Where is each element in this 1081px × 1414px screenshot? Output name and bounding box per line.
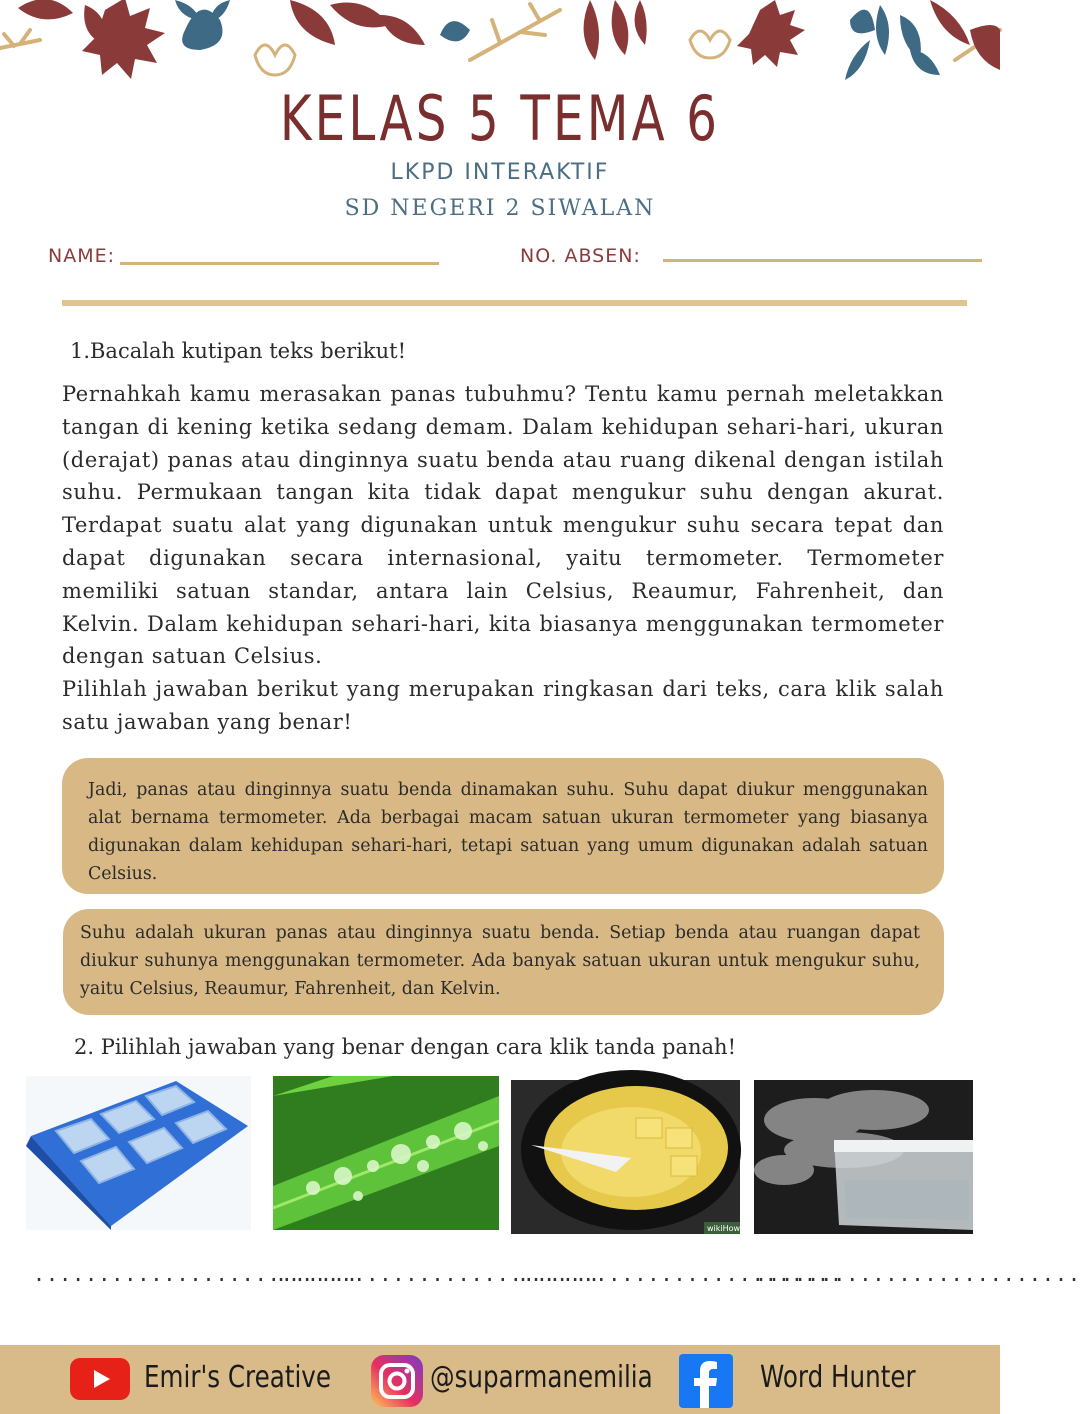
question-1-instruction: Pilihlah jawaban berikut yang merupakan ringkasan dari teks, cara klik salah satu jawaban yang benar! <box>62 677 944 734</box>
facebook-page-name[interactable]: Word Hunter <box>760 1360 916 1395</box>
question-2-prompt: 2. Pilihlah jawaban yang benar dengan cara klik tanda panah! <box>74 1035 737 1059</box>
ice-tray-image <box>26 1076 251 1230</box>
question-1-prompt: Bacalah kutipan teks berikut! <box>90 339 407 363</box>
answer-blank-2[interactable]: ......................... <box>275 1262 602 1286</box>
page-title: KELAS 5 TEMA 6 <box>279 82 721 155</box>
question-1-number: 1. <box>70 339 91 363</box>
absen-input-line[interactable] <box>663 259 982 262</box>
youtube-channel-name[interactable]: Emir's Creative <box>144 1360 331 1395</box>
answer-blank-4[interactable]: ......................... <box>755 1262 1081 1286</box>
facebook-icon[interactable] <box>679 1354 733 1408</box>
instagram-icon[interactable] <box>371 1355 423 1407</box>
decorative-leaf-banner <box>0 0 1000 90</box>
answer-option-1[interactable]: Jadi, panas atau dinginnya suatu benda dinamakan suhu. Suhu dapat diukur menggunakan alat bernama termometer. Ada berbagai macam satuan ukuran termometer yang biasanya digunakan dalam kehidupan sehari-hari, tetapi satuan yang umum digunakan adalah satuan Celsius. <box>62 758 944 894</box>
answer-blank-1[interactable]: ......................... <box>33 1262 360 1286</box>
reading-passage <box>62 378 944 739</box>
instagram-handle[interactable]: @suparmanemilia <box>430 1360 653 1395</box>
melting-butter-image <box>511 1080 740 1234</box>
school-name: SD NEGERI 2 SIWALAN <box>344 196 656 221</box>
steam-container-image <box>754 1080 973 1234</box>
name-input-line[interactable] <box>120 262 439 265</box>
answer-option-2[interactable]: Suhu adalah ukuran panas atau dinginnya suatu benda. Setiap benda atau ruangan dapat diukur suhunya menggunakan termometer. Ada banyak satuan ukuran untuk mengukur suhu, yaitu Celsius, Reaumur, Fahrenheit, dan Kelvin. <box>63 909 944 1015</box>
absen-label: NO. ABSEN: <box>520 245 641 267</box>
answer-blank-3[interactable]: ......................... <box>517 1262 844 1286</box>
wikihow-watermark: wikiHow <box>707 1224 741 1233</box>
name-label: NAME: <box>48 245 116 267</box>
passage-text: Pernahkah kamu merasakan panas tubuhmu? Tentu kamu pernah meletakkan tangan di kening ketika sedang demam. Dalam kehidupan sehari-hari, ukuran (derajat) panas atau dinginnya suatu benda atau ruang dikenal dengan istilah suhu. Permukaan tangan kita tidak dapat mengukur suhu dengan akurat. Terdapat suatu alat yang digunakan untuk mengukur suhu secara tepat dan dapat digunakan secara internasional, yaitu termometer. Termometer memiliki satuan standar, antara lain Celsius, Reaumur, Fahrenheit, dan Kelvin. Dalam kehidupan sehari-hari, kita biasanya menggunakan termometer dengan satuan Celsius. <box>62 382 944 669</box>
section-divider <box>62 300 967 306</box>
dew-leaf-image <box>273 1076 499 1230</box>
page-subtitle: LKPD INTERAKTIF <box>390 160 610 185</box>
youtube-icon[interactable] <box>70 1358 130 1400</box>
